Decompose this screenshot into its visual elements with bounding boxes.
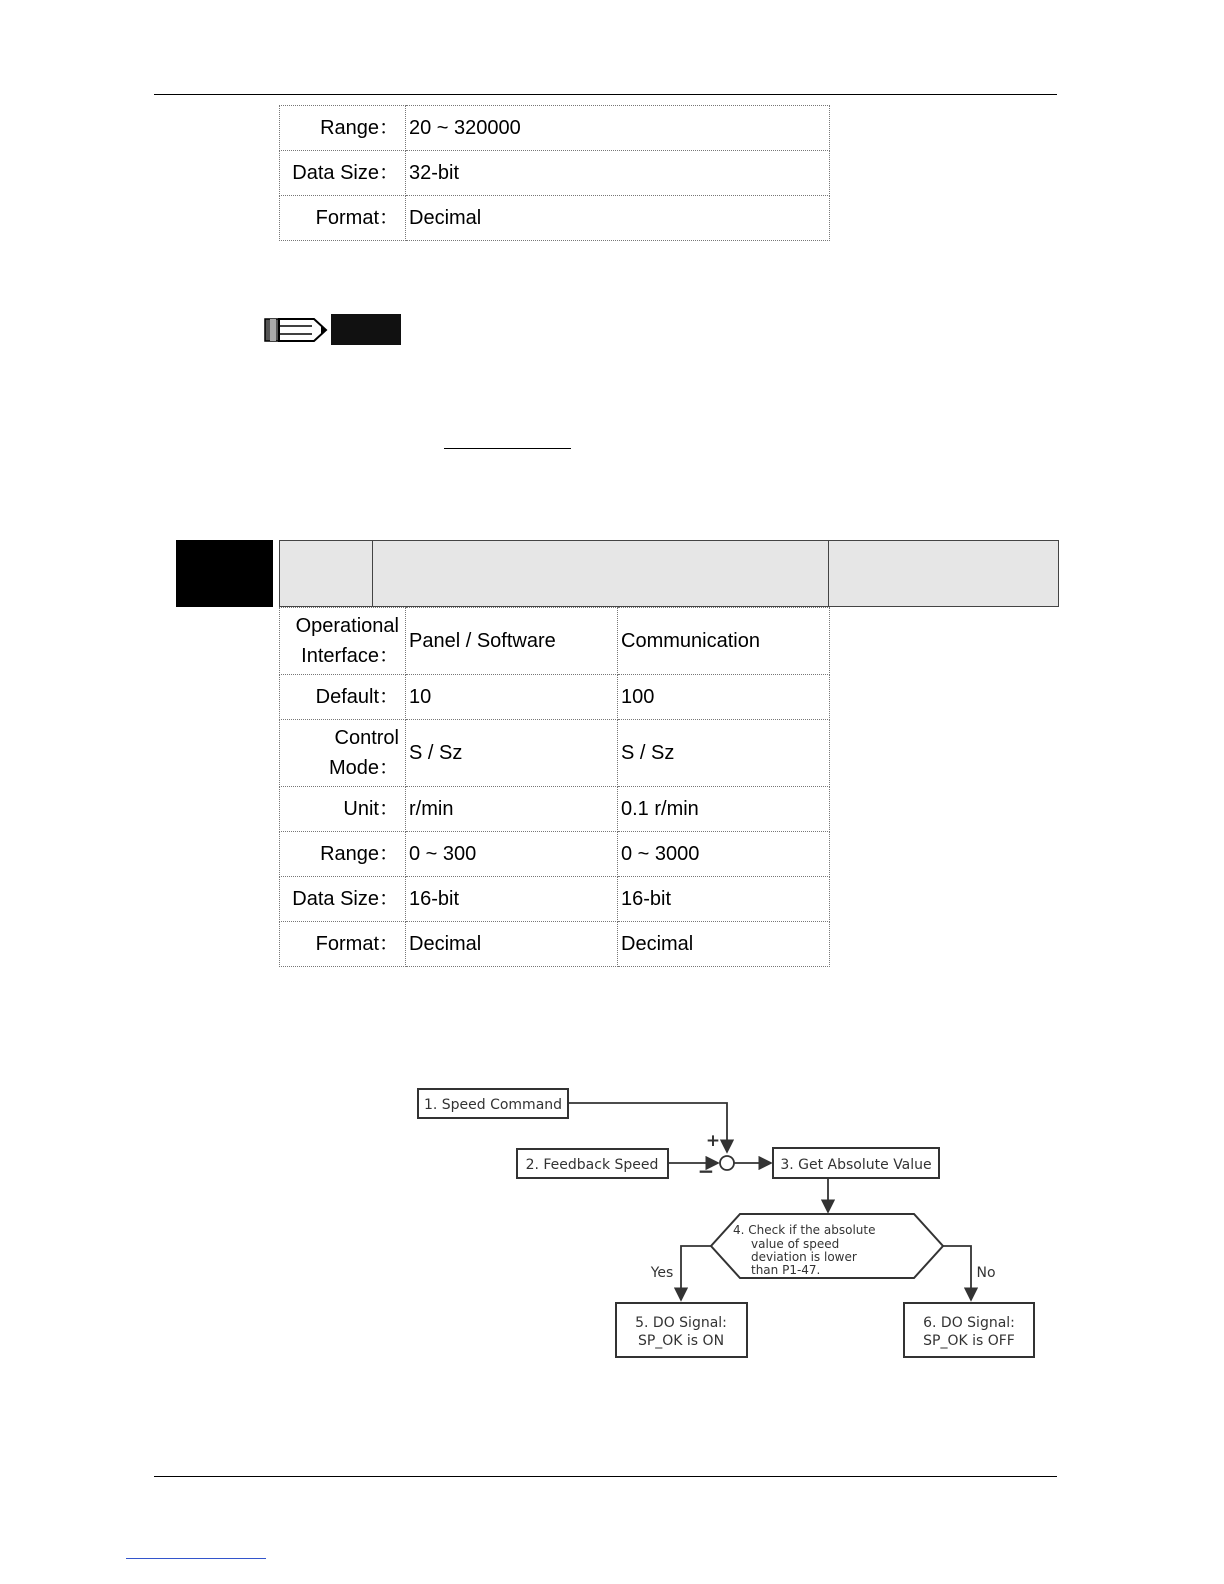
unit-label: Unit：	[280, 787, 406, 832]
table-row	[280, 106, 830, 151]
do-signal-on-text: 5. DO Signal:	[635, 1315, 727, 1331]
unit-comm: 0.1 r/min	[618, 787, 830, 832]
do-signal-off-text: SP_OK is OFF	[923, 1333, 1015, 1349]
parameter-table-2	[279, 607, 830, 967]
footer-link-underline[interactable]	[126, 1558, 266, 1559]
summing-junction	[720, 1156, 734, 1170]
range-value: 20 ~ 320000	[406, 106, 830, 151]
format-label: Format：	[280, 922, 406, 967]
data-size-label: Data Size：	[280, 877, 406, 922]
plus-sign: +	[705, 1131, 721, 1151]
pencil-icon	[264, 314, 330, 346]
data-size-label: Data Size：	[280, 151, 406, 196]
decision-text-line: value of speed	[751, 1237, 840, 1251]
decision-text-line: 4. Check if the absolute	[733, 1223, 876, 1237]
control-mode-panel: S / Sz	[406, 720, 618, 787]
range-comm: 0 ~ 3000	[618, 832, 830, 877]
format-label: Format：	[280, 196, 406, 241]
table-row	[280, 787, 830, 832]
table-row	[280, 151, 830, 196]
connector-line	[681, 1246, 711, 1300]
feedback-speed-text: 2. Feedback Speed	[525, 1157, 659, 1173]
decision-text-line: than P1-47.	[751, 1263, 821, 1277]
table-row	[280, 675, 830, 720]
footer-rule	[154, 1476, 1057, 1477]
note-label-box	[331, 314, 401, 345]
do-signal-off-text: 6. DO Signal:	[923, 1315, 1015, 1331]
data-size-panel: 16-bit	[406, 877, 618, 922]
header-divider	[828, 541, 829, 606]
table-row	[280, 832, 830, 877]
unit-panel: r/min	[406, 787, 618, 832]
data-size-value: 32-bit	[406, 151, 830, 196]
interface-label	[280, 608, 406, 675]
yes-label: Yes	[650, 1265, 674, 1281]
absolute-value-text: 3. Get Absolute Value	[780, 1157, 932, 1173]
data-size-comm: 16-bit	[618, 877, 830, 922]
speed-command-text: 1. Speed Command	[423, 1097, 563, 1113]
table-row	[280, 720, 830, 787]
label-line: Interface：	[301, 645, 399, 667]
default-label: Default：	[280, 675, 406, 720]
minus-sign: −	[697, 1159, 715, 1183]
connector-line	[943, 1246, 971, 1300]
do-signal-on-text: SP_OK is ON	[637, 1333, 725, 1349]
decision-text-line: deviation is lower	[751, 1250, 857, 1264]
default-comm: 100	[618, 675, 830, 720]
default-panel: 10	[406, 675, 618, 720]
label-line: Mode：	[328, 757, 399, 779]
header-divider	[372, 541, 373, 606]
format-comm: Decimal	[618, 922, 830, 967]
underline-mark	[444, 448, 571, 449]
table-row	[280, 196, 830, 241]
connector-line	[568, 1103, 727, 1152]
format-panel: Decimal	[406, 922, 618, 967]
control-mode-label	[280, 720, 406, 787]
interface-comm: Communication	[618, 608, 830, 675]
range-label: Range：	[280, 106, 406, 151]
parameter-table-1	[279, 105, 830, 241]
speed-check-flowchart	[400, 1080, 1050, 1370]
label-line: Control	[334, 727, 399, 749]
range-label: Range：	[280, 832, 406, 877]
parameter-code-block	[176, 540, 273, 607]
parameter-header-bar	[279, 540, 1059, 607]
format-value: Decimal	[406, 196, 830, 241]
range-panel: 0 ~ 300	[406, 832, 618, 877]
label-line: Operational	[295, 615, 399, 637]
header-rule	[154, 94, 1057, 95]
no-label: No	[976, 1265, 996, 1281]
control-mode-comm: S / Sz	[618, 720, 830, 787]
interface-panel: Panel / Software	[406, 608, 618, 675]
table-row	[280, 922, 830, 967]
table-row	[280, 608, 830, 675]
table-row	[280, 877, 830, 922]
